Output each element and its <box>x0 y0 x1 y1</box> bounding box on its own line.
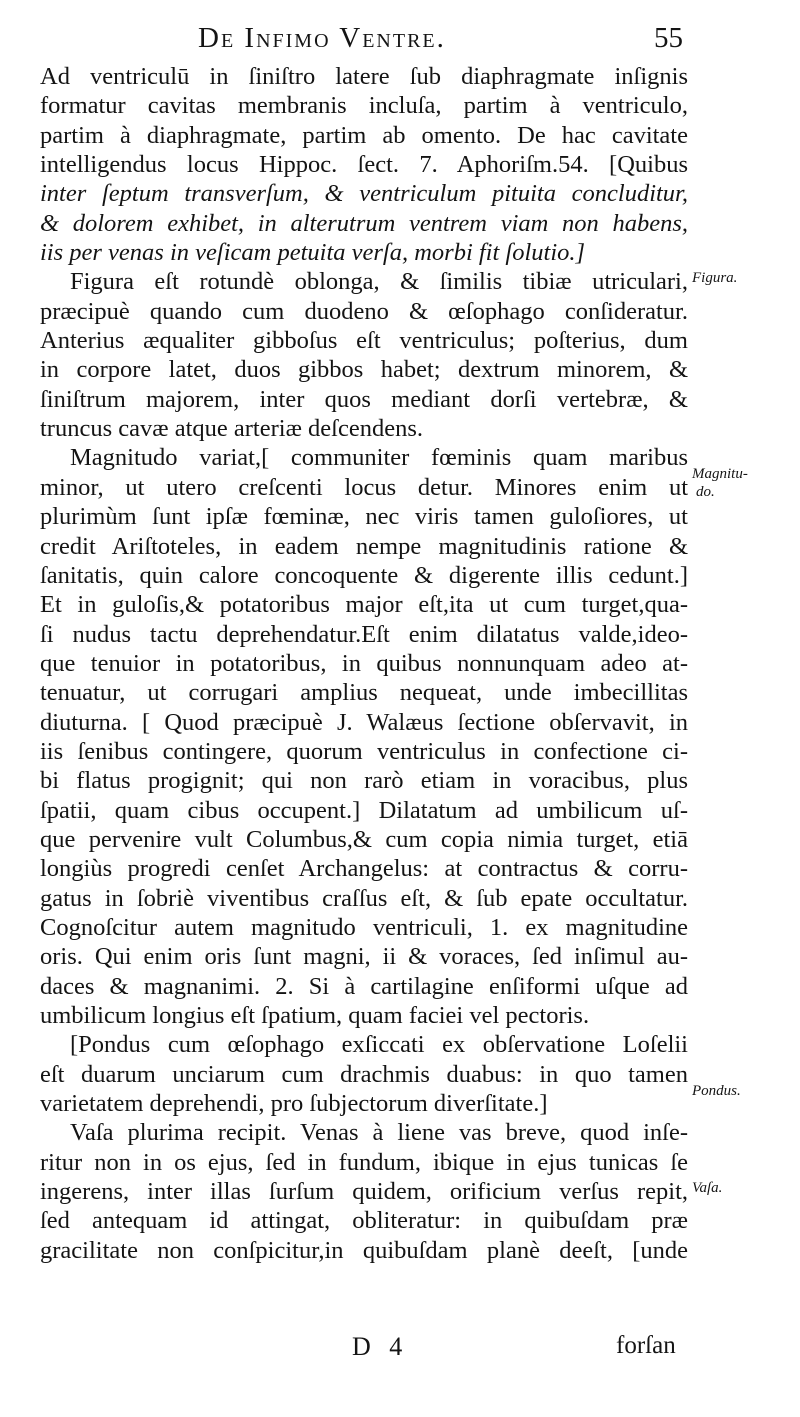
text-line: que pervenire vult Columbus,& cum copia nimia turget, etiā <box>40 825 688 853</box>
text-line: oris. Qui enim oris ſunt magni, ii & voraces, ſed inſimul au- <box>40 943 688 971</box>
catchword: forſan <box>616 1332 676 1359</box>
text-line: Vaſa plurima recipit. Venas à liene vas breve, quod inſe- <box>70 1119 688 1147</box>
text-line: gatus in ſobriè viventibus craſſus eſt, & ſub epate occultatur. <box>40 884 688 912</box>
margin-note-figura: Figura. <box>692 270 738 286</box>
text-line: ſi nudus tactu deprehendatur.Eſt enim dilatatus valde,ideo- <box>40 620 688 648</box>
text-line: formatur cavitas membranis incluſa, partim à ventriculo, <box>40 92 688 120</box>
main-text-block <box>40 62 688 1265</box>
text-line: Figura eſt rotundè oblonga, & ſimilis tibiæ utriculari, <box>70 268 688 296</box>
text-line: credit Ariſtoteles, in eadem nempe magnitudinis ratione & <box>40 532 688 560</box>
text-line: varietatem deprehendi, pro ſubjectorum diverſitate.] <box>40 1090 548 1118</box>
page-footer <box>0 1332 800 1368</box>
margin-note-pondus: Pondus. <box>692 1083 741 1099</box>
text-line: diuturna. [ Quod præcipuè J. Walæus ſectione obſervavit, in <box>40 708 688 736</box>
text-line: iis ſenibus contingere, quorum ventriculus in confectione ci- <box>40 737 688 765</box>
text-line: Anterius æqualiter gibboſus eſt ventriculus; poſterius, dum <box>40 327 688 355</box>
running-title: De Infimo Ventre. <box>198 22 446 54</box>
text-line: eſt duarum unciarum cum drachmis duabus: in quo tamen <box>40 1060 688 1088</box>
text-line: longiùs progredi cenſet Archangelus: at contractus & corru- <box>40 855 688 883</box>
signature-mark: D 4 <box>352 1332 409 1361</box>
text-line: ſanitatis, quin calore concoquente & digerente illis cedunt.] <box>40 561 688 589</box>
text-line: ingerens, inter illas ſurſum quidem, orificium verſus repit, <box>40 1178 688 1206</box>
margin-note-vasa: Vaſa. <box>692 1180 723 1196</box>
text-line: minor, ut utero creſcenti locus detur. Minores enim ut <box>40 473 688 501</box>
text-line: præcipuè quando cum duodeno & œſophago conſideratur. <box>40 297 688 325</box>
text-line: daces & magnanimi. 2. Si à cartilagine enſiformi uſque ad <box>40 972 688 1000</box>
text-line: ſiniſtrum majorem, inter quos mediant dorſi vertebræ, & <box>40 385 688 413</box>
text-line: inter ſeptum transverſum, & ventriculum pituita concluditur, <box>40 180 688 208</box>
page-number: 55 <box>654 22 683 54</box>
text-line: umbilicum longius eſt ſpatium, quam faciei vel pectoris. <box>40 1002 590 1029</box>
text-line: que tenuior in potatoribus, in quibus nonnunquam adeo at- <box>40 649 688 677</box>
text-line: ritur non in os ejus, ſed in fundum, ibique in ejus tunicas ſe <box>40 1148 688 1176</box>
text-line: partim à diaphragmate, partim ab omento. De hac cavitate <box>40 121 688 149</box>
margin-note-magnitudo: Magnitu- <box>692 466 748 482</box>
text-line: bi flatus progignit; qui non rarò etiam in voracibus, plus <box>40 767 688 795</box>
text-line: plurimùm ſunt ipſæ fœminæ, nec viris tamen guloſiores, ut <box>40 503 688 531</box>
text-line: Cognoſcitur autem magnitudo ventriculi, 1. ex magnitudine <box>40 913 688 941</box>
text-line: tenuatur, ut corrugari amplius nequeat, unde imbecillitas <box>40 679 688 707</box>
running-head <box>198 22 800 58</box>
text-line: gracilitate non conſpicitur,in quibuſdam planè deeſt, [unde <box>40 1236 688 1264</box>
margin-note-magnitudo-cont: do. <box>696 484 715 500</box>
text-line: ſpatii, quam cibus occupent.] Dilatatum ad umbilicum uſ- <box>40 796 688 824</box>
text-line: [Pondus cum œſophago exſiccati ex obſervatione Loſelii <box>70 1031 688 1059</box>
text-line: Et in guloſis,& potatoribus major eſt,ita ut cum turget,qua- <box>40 591 688 619</box>
text-line: ſed antequam id attingat, obliteratur: in quibuſdam præ <box>40 1207 688 1235</box>
text-line: iis per venas in veſicam petuita verſa, morbi fit ſolutio.] <box>40 239 586 267</box>
text-line: Ad ventriculū in ſiniſtro latere ſub diaphragmate inſignis <box>40 63 688 90</box>
text-line: & dolorem exhibet, in alterutrum ventrem viam non habens, <box>40 209 688 237</box>
text-line: in corpore latet, duos gibbos habet; dextrum minorem, & <box>40 356 688 384</box>
text-line: truncus cavæ atque arteriæ deſcendens. <box>40 415 424 443</box>
text-line: Magnitudo variat,[ communiter fœminis quam maribus <box>70 444 688 472</box>
text-line: intelligendus locus Hippoc. ſect. 7. Aphoriſm.54. [Quibus <box>40 151 688 179</box>
